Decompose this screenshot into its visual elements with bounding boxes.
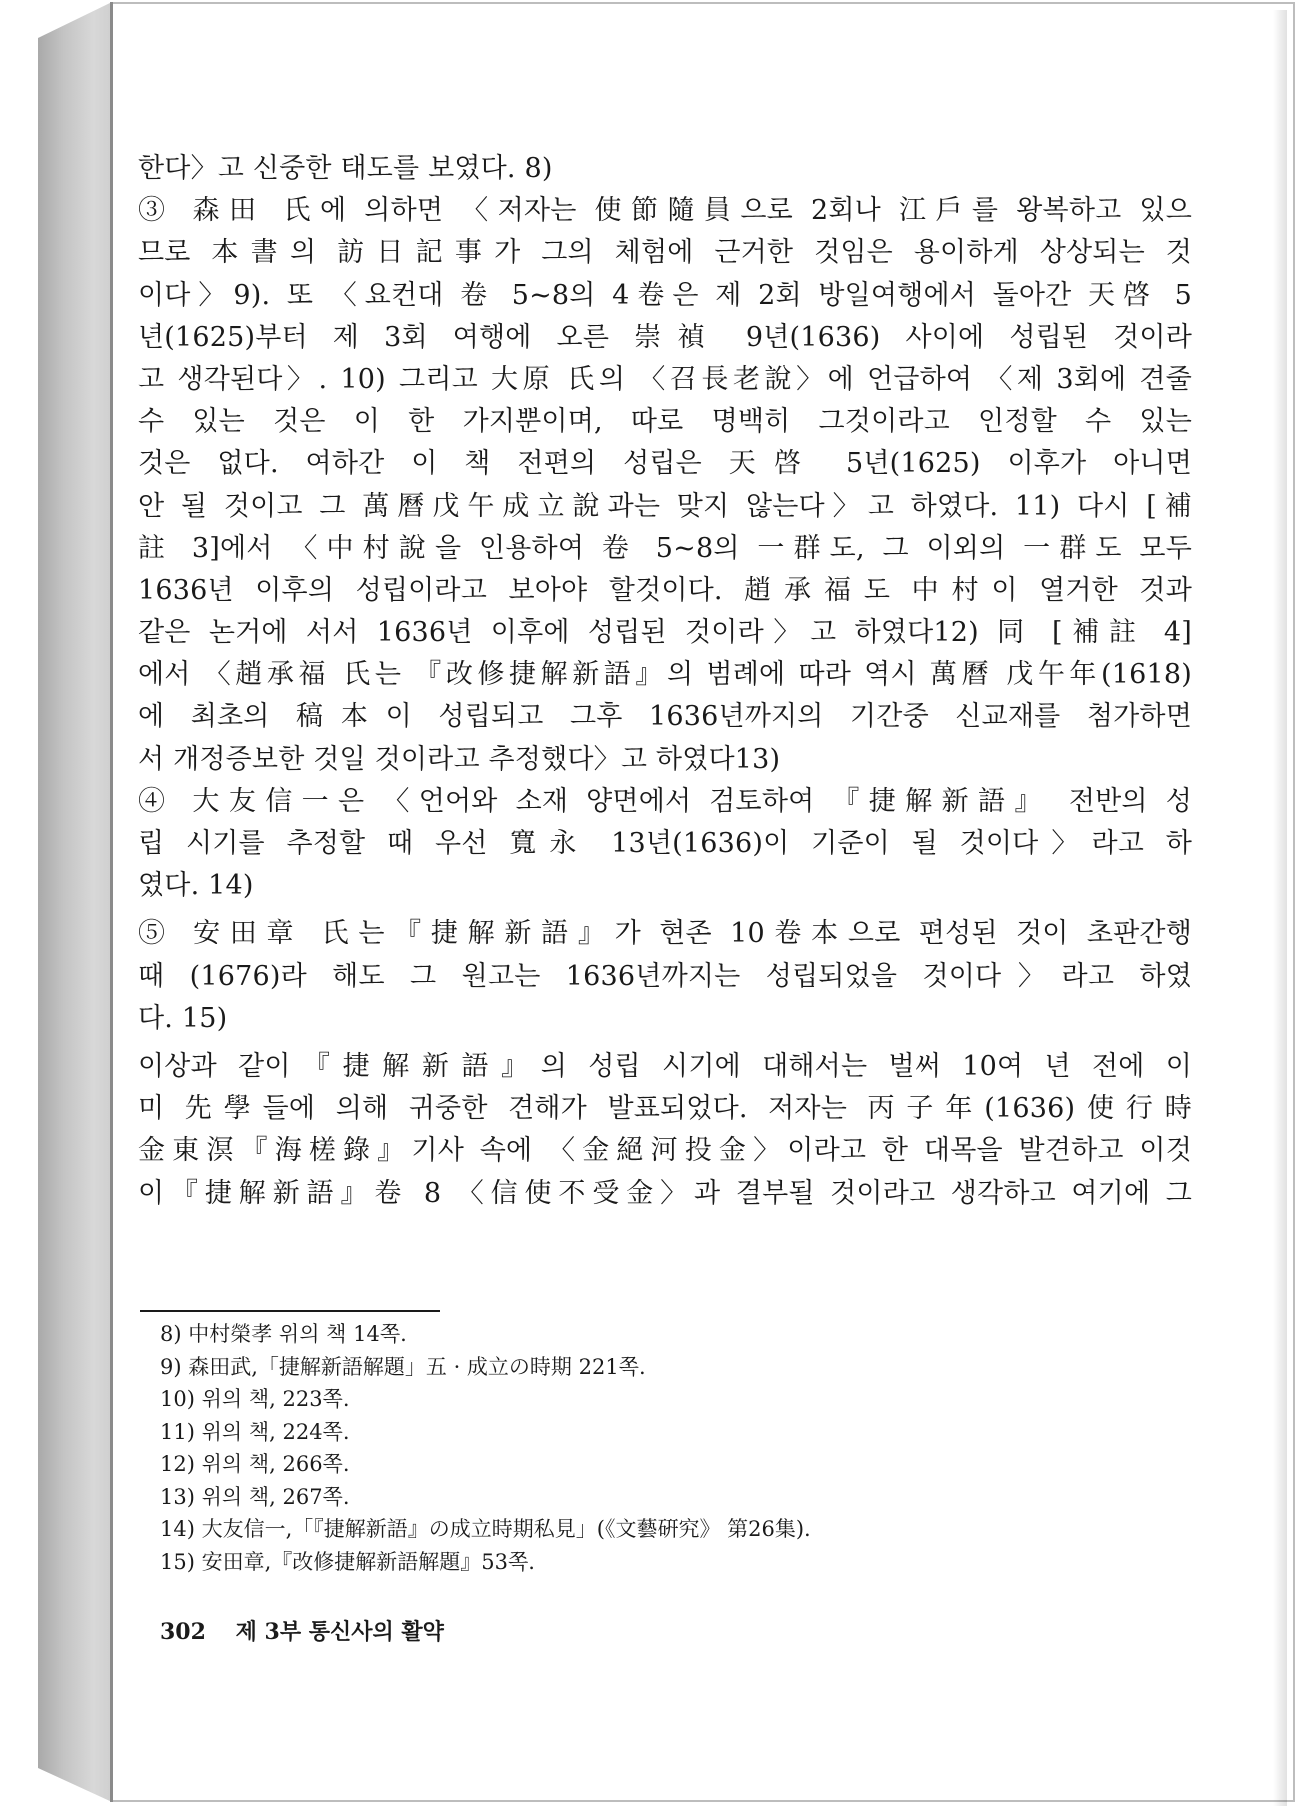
body-line: 고 생각된다〉. 10) 그리고 大原 氏의 〈召長老說〉에 언급하여 〈제 3회에 견줄 [138, 363, 1192, 395]
footnote: 10) 위의 책, 223쪽. [160, 1387, 350, 1411]
body-line: 한다〉고 신중한 태도를 보였다. 8) [138, 153, 553, 184]
body-line: 金東溟『海槎錄』기사 속에 〈金絕河投金〉이라고 한 대목을 발견하고 이것 [138, 1135, 1192, 1167]
body-line: ④ 大友信一은 〈언어와 소재 양면에서 검토하여 『捷解新語』 전반의 성 [138, 785, 1192, 817]
body-line: 므로 本書의 訪日記事가 그의 체험에 근거한 것임은 용이하게 상상되는 것 [138, 237, 1192, 269]
body-line: 이『捷解新語』卷 8 〈信使不受金〉과 결부될 것이라고 생각하고 여기에 그 [138, 1177, 1192, 1209]
body-line: 같은 논거에 서서 1636년 이후에 성립된 것이라〉고 하였다12) 同 [補註 4] [138, 617, 1192, 649]
footnote: 13) 위의 책, 267쪽. [160, 1484, 350, 1509]
body-line: 수 있는 것은 이 한 가지뿐이며, 따로 명백히 그것이라고 인정할 수 있는 [138, 406, 1192, 438]
body-line: 에서 〈趙承福 氏는 『改修捷解新語』의 범례에 따라 역시 萬曆 戊午年(1618) [138, 659, 1192, 691]
body-line: 1636년 이후의 성립이라고 보아야 할것이다. 趙承福도 中村이 열거한 것과 [138, 574, 1192, 606]
body-line: 이상과 같이『捷解新語』의 성립 시기에 대해서는 벌써 10여 년 전에 이 [138, 1050, 1192, 1082]
body-line: ⑤ 安田章 氏는『捷解新語』가 현존 10卷本으로 편성된 것이 초판간행 [138, 918, 1192, 950]
footnote: 9) 森田武,「捷解新語解題」五 · 成立の時期 221쪽. [160, 1354, 646, 1379]
body-line: 미 先學들에 의해 귀중한 견해가 발표되었다. 저자는 丙子年(1636)使行時 [138, 1093, 1192, 1125]
page-number: 302 [160, 1619, 206, 1645]
body-line: 에 최초의 稿本이 성립되고 그후 1636년까지의 기간중 신교재를 첨가하면 [138, 701, 1192, 733]
body-text [138, 148, 1192, 1215]
footnote: 14) 大友信一,「『捷解新語』の成立時期私見」(《文藝硏究》 第26集). [160, 1517, 811, 1541]
footnote: 8) 中村榮孝 위의 책 14쪽. [160, 1322, 407, 1346]
section-title: 제 3부 통신사의 활약 [235, 1619, 444, 1645]
body-line: 안 될 것이고 그 萬曆戊午成立說과는 맞지 않는다〉고 하였다. 11) 다시 [補 [138, 490, 1192, 522]
body-line: 것은 없다. 여하간 이 책 전편의 성립은 天啓 5년(1625) 이후가 아니면 [138, 448, 1192, 480]
footnote-separator [140, 1310, 440, 1312]
footnotes [160, 1318, 1060, 1578]
footnote: 11) 위의 책, 224쪽. [160, 1419, 350, 1444]
body-line: 서 개정증보한 것일 것이라고 추정했다〉고 하였다13) [138, 743, 781, 775]
footnote: 15) 安田章,『改修捷解新語解題』53쪽. [160, 1549, 535, 1574]
body-line: 이다〉9). 또 〈요컨대 卷 5~8의 4卷은 제 2회 방일여행에서 돌아간 天啓 5 [138, 279, 1192, 311]
body-line: 년(1625)부터 제 3회 여행에 오른 崇禎 9년(1636) 사이에 성립된 것이라 [138, 321, 1192, 353]
body-line: ③ 森田 氏에 의하면 〈저자는 使節隨員으로 2회나 江戶를 왕복하고 있으 [138, 195, 1192, 227]
running-footer [160, 1616, 444, 1648]
body-line: 註 3]에서 〈中村說을 인용하여 卷 5~8의 一群도, 그 이외의 一群도 모두 [138, 532, 1192, 564]
body-line: 립 시기를 추정할 때 우선 寬永 13년(1636)이 기준이 될 것이다〉라고 하 [138, 828, 1192, 859]
body-line: 였다. 14) [138, 870, 254, 902]
page-edge-shadow [1273, 10, 1287, 1806]
body-line: 때 (1676)라 해도 그 원고는 1636년까지는 성립되었을 것이다〉라고 하였 [138, 960, 1192, 992]
footnote: 12) 위의 책, 266쪽. [160, 1452, 350, 1476]
book-spine [38, 2, 112, 1802]
body-line: 다. 15) [138, 1002, 228, 1034]
